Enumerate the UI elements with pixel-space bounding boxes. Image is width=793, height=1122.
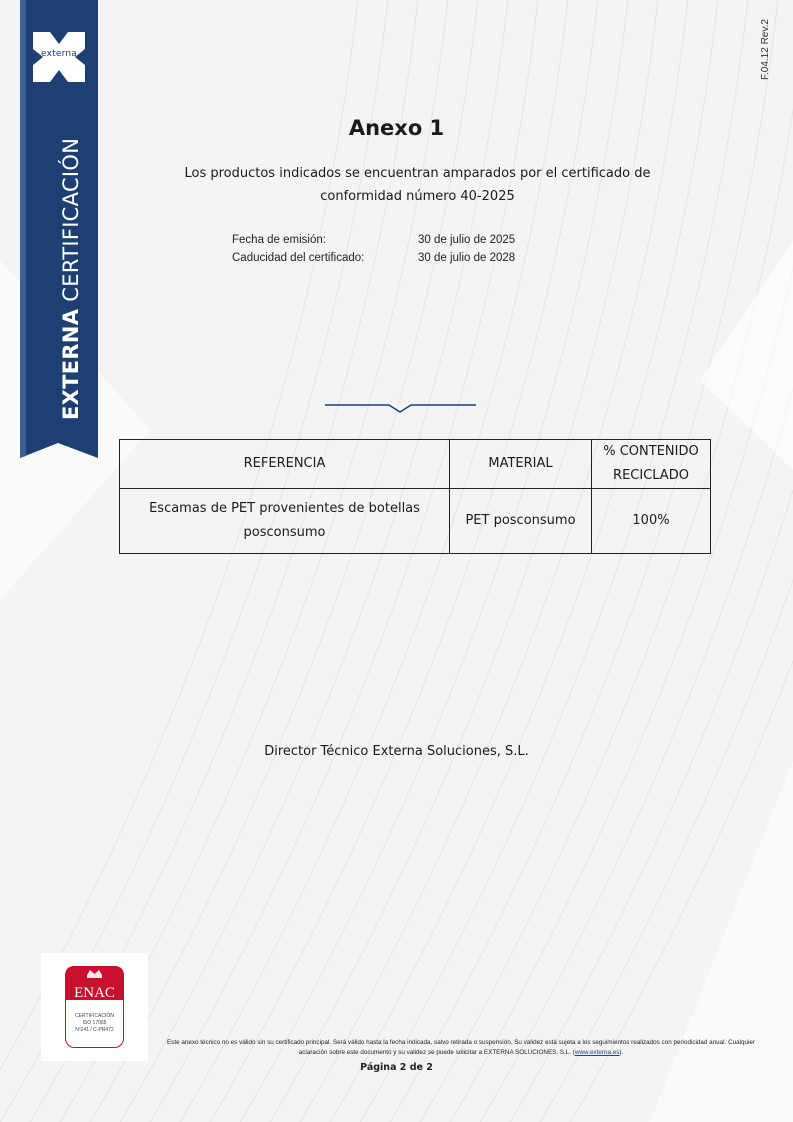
enac-line: CERTIFICACIÓN [75,1013,114,1019]
header-referencia: REFERENCIA [120,440,450,489]
enac-line: ISO 17065 [82,1020,107,1026]
date-value: 30 de julio de 2025 [418,234,516,246]
subtitle-line: conformidad número 40-2025 [320,189,515,204]
date-row [232,234,515,252]
date-label: Caducidad del certificado: [232,252,365,264]
enac-certification-box [41,953,148,1061]
page-title: Anexo 1 [348,116,445,140]
header-material: MATERIAL [450,440,592,489]
document-reference: F.04.12 Rev.2 [760,19,771,80]
table-header-row [120,440,711,489]
subtitle-line: Los productos indicados se encuentran amparados por el certificado de [184,166,651,181]
table-row [120,489,711,554]
header-contenido-reciclado: % CONTENIDO RECICLADO [592,440,711,489]
cell-material: PET posconsumo [450,489,592,554]
date-row [232,252,515,270]
date-value: 30 de julio de 2028 [418,252,516,264]
date-label: Fecha de emisión: [232,234,326,246]
products-table [119,439,711,554]
subtitle [160,162,675,208]
enac-badge [65,966,124,1048]
signature-line: Director Técnico Externa Soluciones, S.L. [264,744,529,759]
ribbon-title-normal: CERTIFICACIÓN [59,137,83,302]
enac-wordmark: ENAC [74,985,115,1001]
footer-disclaimer [165,1038,757,1058]
cell-contenido: 100% [592,489,711,554]
footer-link[interactable]: www.externa.es [574,1049,620,1056]
enac-line: Nº241 / C-PR472 [75,1027,114,1033]
brand-ribbon [20,0,98,460]
footer-text: Este anexo técnico no es válido sin su certificado principal. Será válido hasta la fecha indicada, salvo retirada o suspensión. Su validez está sujeta a los seguimientos realizados con periodicidad anual. Cualquier aclaración sobre este documento y su validez se puede solicitar a EXTERNA SOLUCIONES, S.L. ( [166,1039,756,1056]
dates-block [232,234,515,270]
section-divider [325,400,476,416]
footer-text-end: ). [619,1049,624,1056]
ribbon-title [59,138,83,420]
logo-wordmark: externa [41,49,77,59]
ribbon-title-bold: EXTERNA [59,308,83,420]
cell-referencia: Escamas de PET provenientes de botellas posconsumo [120,489,450,554]
page-number: Página 2 de 2 [360,1062,433,1073]
